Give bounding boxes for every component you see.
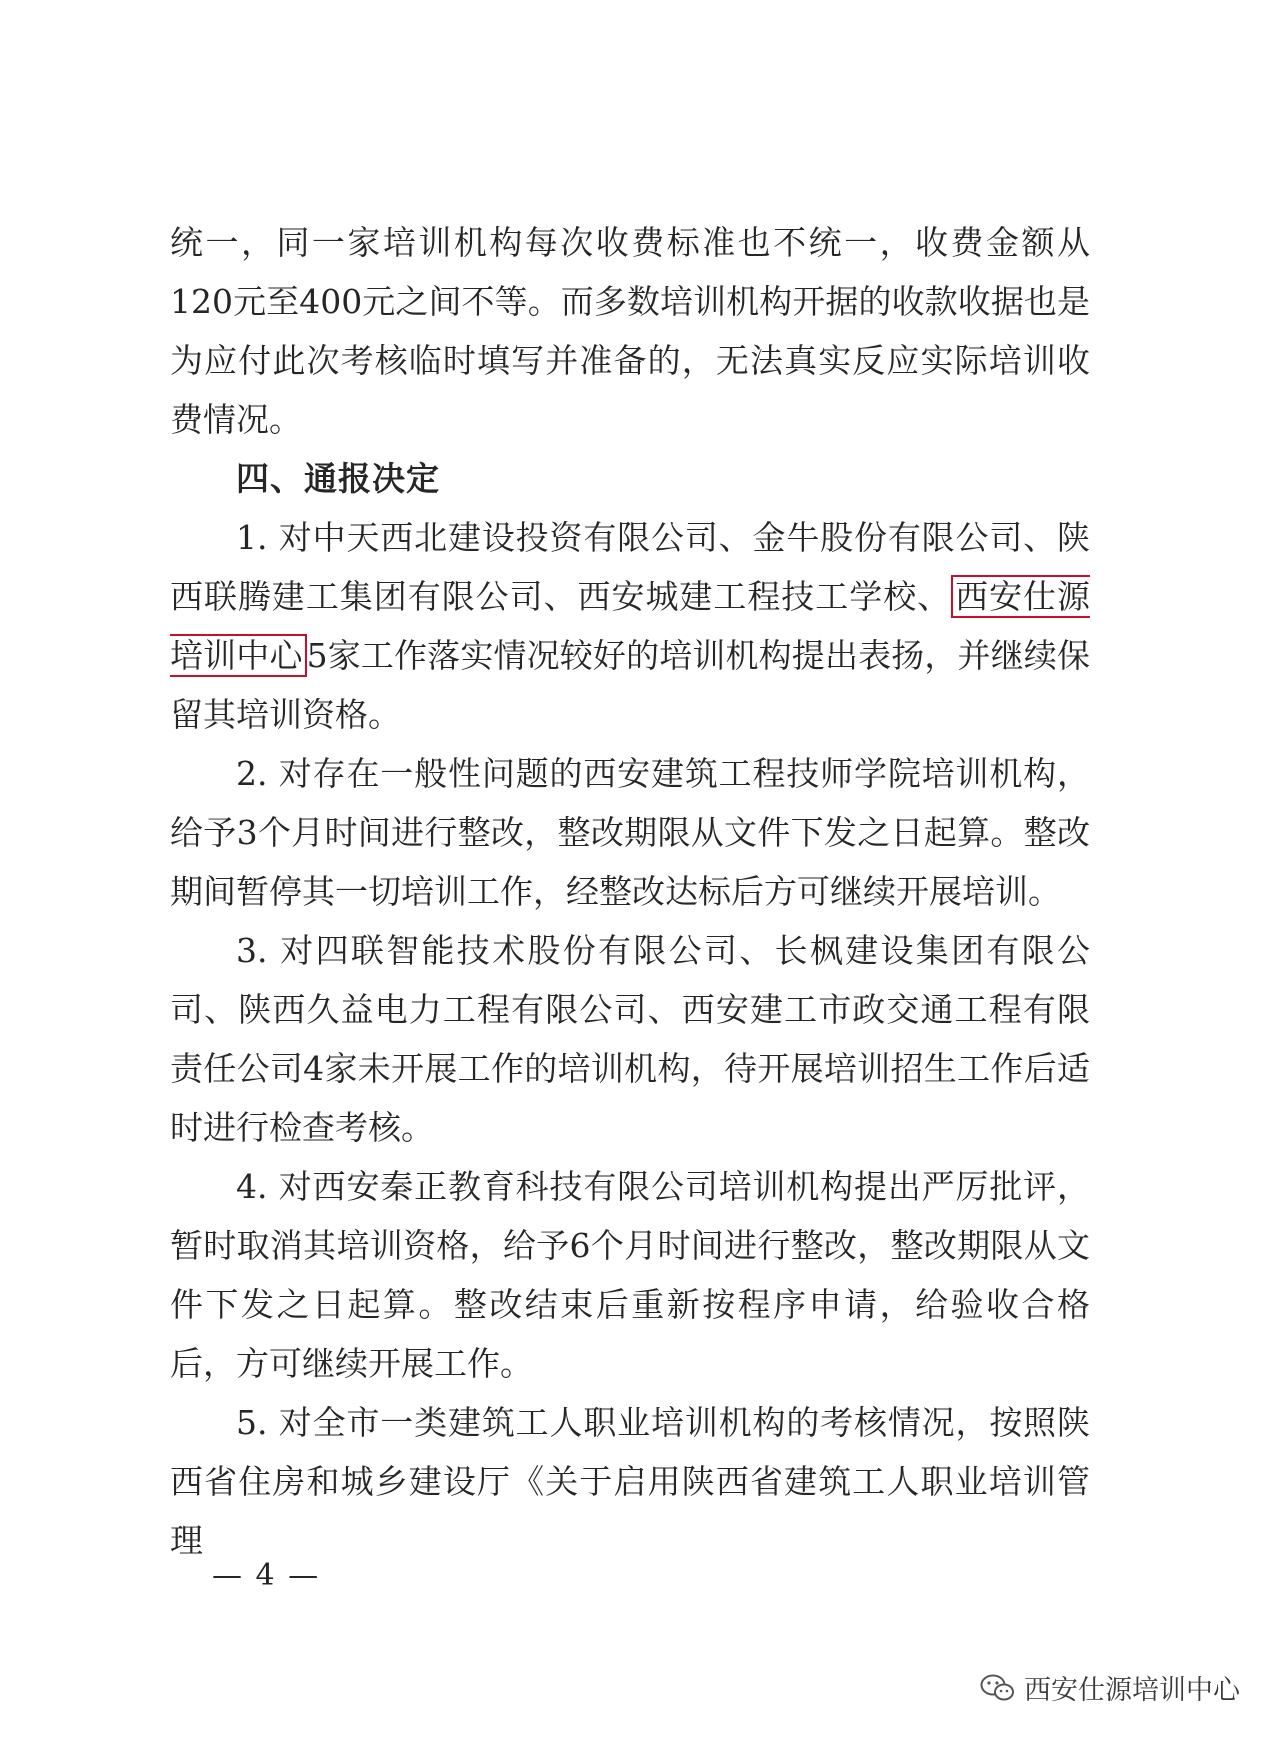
paragraph-5: 5. 对全市一类建筑工人职业培训机构的考核情况，按照陕西省住房和城乡建设厅《关于启用陕西省建筑工人职业培训管理 bbox=[170, 1403, 1090, 1560]
wechat-icon bbox=[980, 1673, 1016, 1703]
paragraph-1-end: 5家工作落实情况较好的培训机构提出表扬，并继续保留其培训资格。 bbox=[170, 636, 1090, 734]
paragraph-2: 2. 对存在一般性问题的西安建筑工程技师学院培训机构，给予3个月时间进行整改，整改期限从文件下发之日起算。整改期间暂停其一切培训工作，经整改达标后方可继续开展培训。 bbox=[170, 754, 1090, 911]
paragraph-1-start: 1. 对中天西北建设投资有限公司、金牛股份有限公司、陕西联腾建工集团有限公司、西安城建工程技工学校、 bbox=[170, 518, 1090, 616]
body-text bbox=[170, 213, 1090, 1570]
page-number: — 4 — bbox=[212, 1558, 321, 1593]
watermark-text: 西安仕源培训中心 bbox=[1024, 1675, 1240, 1706]
wechat-watermark bbox=[980, 1668, 1240, 1707]
paragraph-4: 4. 对西安秦正教育科技有限公司培训机构提出严厉批评，暂时取消其培训资格，给予6个月时间进行整改，整改期限从文件下发之日起算。整改结束后重新按程序申请，给验收合格后，方可继续开展工作。 bbox=[170, 1167, 1090, 1383]
highlighted-org-name: 西安仕源培训中心 bbox=[170, 577, 1091, 675]
section-heading: 四、通报决定 bbox=[236, 459, 440, 498]
paragraph-intro: 统一，同一家培训机构每次收费标准也不统一，收费金额从120元至400元之间不等。而多数培训机构开据的收款收据也是为应付此次考核临时填写并准备的，无法真实反应实际培训收费情况。 bbox=[170, 223, 1090, 439]
paragraph-1 bbox=[170, 508, 1090, 744]
paragraph-3: 3. 对四联智能技术股份有限公司、长枫建设集团有限公司、陕西久益电力工程有限公司、西安建工市政交通工程有限责任公司4家未开展工作的培训机构，待开展培训招生工作后适时进行检查考核。 bbox=[170, 931, 1090, 1147]
